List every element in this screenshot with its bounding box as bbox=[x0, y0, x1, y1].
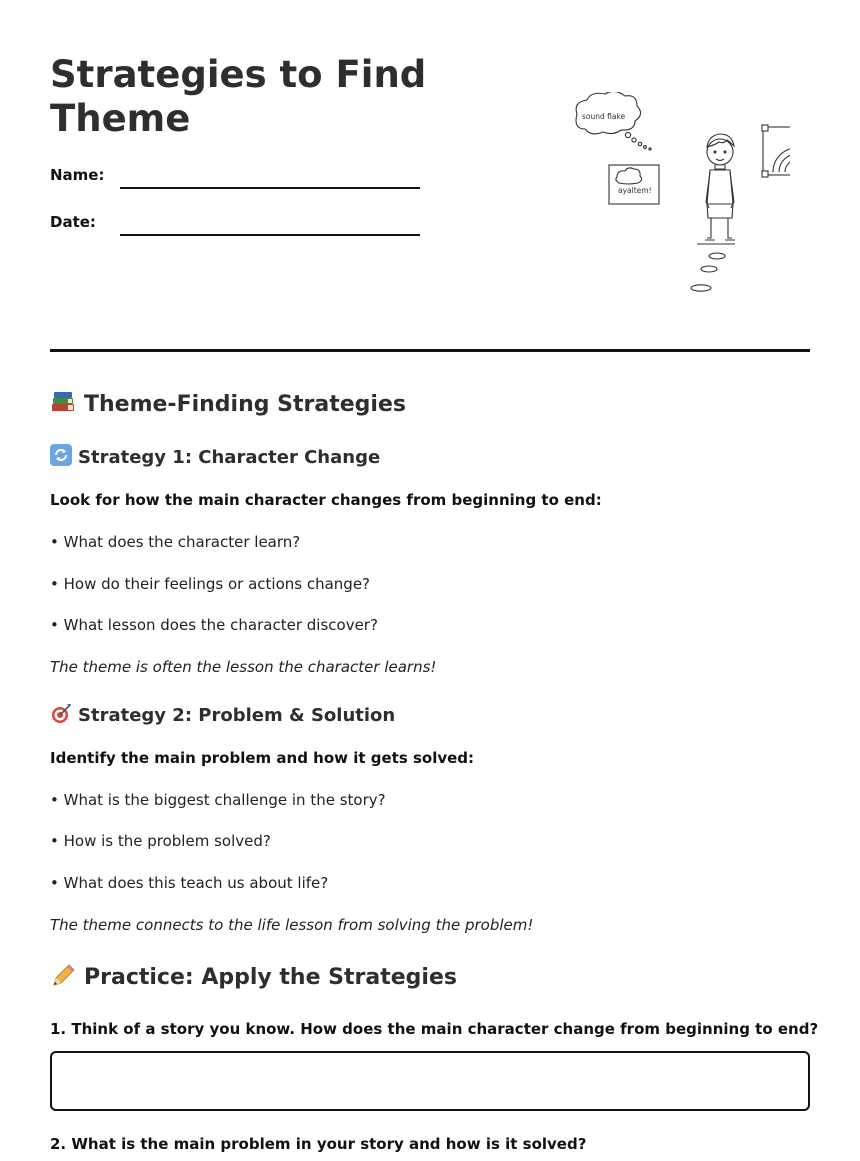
practice-heading-text: Practice: Apply the Strategies bbox=[84, 965, 457, 990]
page-title: Strategies to Find Theme bbox=[50, 53, 427, 140]
name-label: Name: bbox=[50, 166, 105, 184]
boy-thinking-illustration bbox=[555, 92, 790, 302]
answer-box-1[interactable] bbox=[50, 1051, 810, 1111]
strategy2-bullet-1: • What is the biggest challenge in the story? bbox=[50, 791, 386, 809]
strategy2-title-text: Strategy 2: Problem & Solution bbox=[78, 705, 396, 726]
strategy1-intro: Look for how the main character changes from beginning to end: bbox=[50, 491, 602, 509]
strategy1-note: The theme is often the lesson the character learns! bbox=[50, 658, 437, 676]
strategy2-intro: Identify the main problem and how it gets solved: bbox=[50, 749, 475, 767]
boy-figure bbox=[697, 134, 735, 244]
thought-text: sound flake bbox=[582, 112, 626, 121]
practice-question-1: 1. Think of a story you know. How does the main character change from beginning to end? bbox=[50, 1020, 819, 1038]
books-icon bbox=[50, 390, 76, 414]
name-field-row bbox=[50, 164, 420, 194]
strategies-heading-text: Theme-Finding Strategies bbox=[84, 392, 406, 417]
practice-question-2: 2. What is the main problem in your story and how is it solved? bbox=[50, 1135, 587, 1153]
strategy1-title bbox=[50, 444, 380, 468]
name-line[interactable] bbox=[120, 187, 420, 189]
strategies-heading bbox=[50, 390, 406, 417]
strategy2-title bbox=[50, 702, 395, 726]
header-divider bbox=[50, 349, 810, 352]
strategy1-bullet-1: • What does the character learn? bbox=[50, 533, 301, 551]
date-field-row bbox=[50, 211, 420, 241]
strategy1-bullet-3: • What lesson does the character discover? bbox=[50, 616, 378, 634]
sign-text: ayaltem! bbox=[618, 186, 652, 195]
strategy1-bullet-2: • How do their feelings or actions change? bbox=[50, 575, 371, 593]
strategy1-title-text: Strategy 1: Character Change bbox=[78, 447, 381, 468]
strategy2-bullet-3: • What does this teach us about life? bbox=[50, 874, 329, 892]
sign-board bbox=[609, 165, 659, 204]
date-line[interactable] bbox=[120, 234, 420, 236]
practice-heading bbox=[50, 963, 457, 990]
strategy2-bullet-2: • How is the problem solved? bbox=[50, 832, 271, 850]
date-label: Date: bbox=[50, 213, 96, 231]
worksheet-page bbox=[50, 0, 819, 1161]
arrows-cycle-icon bbox=[50, 444, 72, 466]
target-icon bbox=[50, 702, 72, 724]
pencil-icon bbox=[50, 963, 76, 987]
strategy2-note: The theme connects to the life lesson from solving the problem! bbox=[50, 916, 534, 934]
